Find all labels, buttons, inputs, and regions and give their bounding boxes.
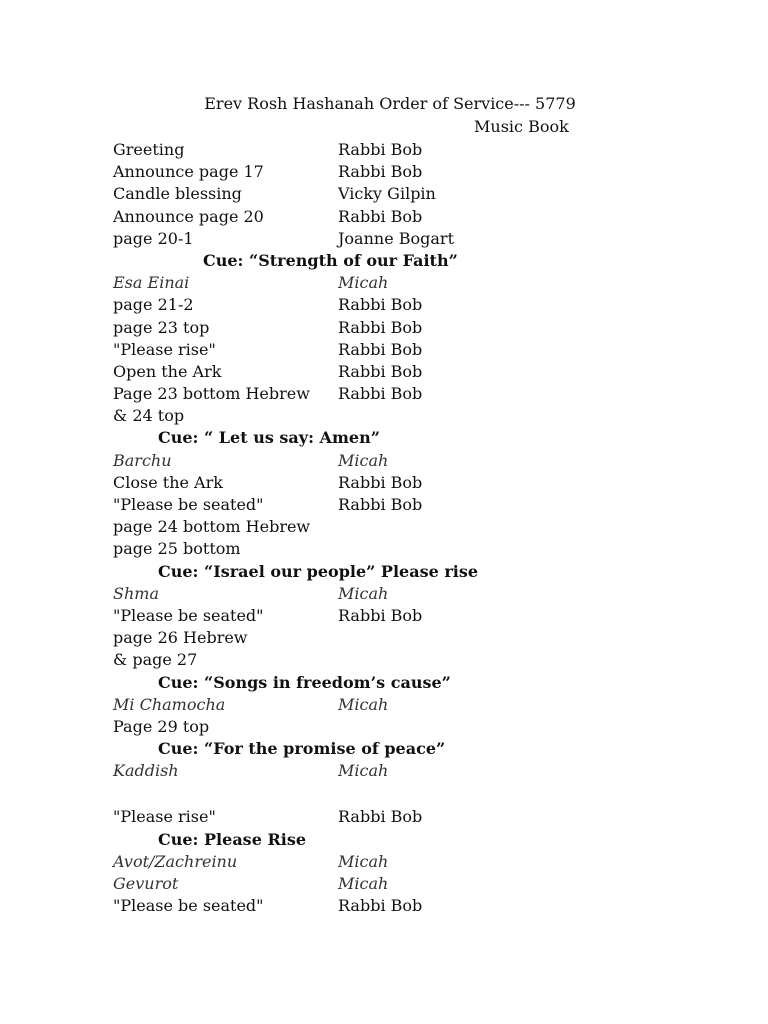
service-item-row [113,895,613,917]
cue-text [158,427,380,449]
service-item-row [113,139,613,161]
cue-phrase: : “For the promise of peace” [192,739,446,759]
item-description: page 21-2 [113,295,194,315]
blank-line [113,782,613,806]
item-description: "Please be seated" [113,495,264,514]
item-leader: Rabbi Bob [338,206,423,226]
item-description: page 23 top [113,317,210,337]
cue-label: Cue [158,739,193,759]
item-leader: Micah [338,694,389,714]
cue-label: Cue [158,428,193,448]
item-leader: Rabbi Bob [338,140,423,159]
item-leader: Joanne Bogart [338,228,454,248]
service-item-row [113,183,613,205]
cue-line [113,561,613,583]
item-leader: Rabbi Bob [338,605,423,625]
page-title: Erev Rosh Hashanah Order of Service--- 5779 [204,94,576,113]
service-item-row [113,294,613,316]
item-leader: Rabbi Bob [338,162,423,182]
item-leader: Rabbi Bob [338,361,423,381]
item-leader: Rabbi Bob [338,495,423,514]
service-item-row [113,317,613,339]
song-title: Barchu [113,450,172,470]
cue-text [158,561,478,583]
service-item-row [113,538,613,560]
cue-phrase: : “ Let us say: Amen” [192,428,380,448]
item-leader: Rabbi Bob [338,295,423,315]
cue-text [158,738,445,760]
item-description: "Please be seated" [113,605,264,625]
song-title: Shma [113,583,159,603]
item-description: "Please rise" [113,807,216,827]
service-item-row [113,627,613,649]
service-item-row [113,361,613,383]
service-item-row [113,605,613,627]
item-leader: Micah [338,450,389,470]
song-row [113,450,613,472]
cue-text [158,829,306,851]
item-description: page 25 bottom [113,539,241,559]
song-row [113,873,613,895]
song-row [113,694,613,716]
cue-line [113,738,613,760]
song-row [113,760,613,782]
item-leader: Micah [338,583,389,603]
item-description: Open the Ark [113,361,222,381]
item-leader: Rabbi Bob [338,896,423,916]
item-description: Page 29 top [113,716,210,736]
service-item-row [113,716,613,738]
item-description: page 26 Hebrew [113,628,248,648]
item-description: Page 23 bottom Hebrew [113,384,310,404]
song-row [113,851,613,873]
song-title: Kaddish [113,761,179,781]
item-leader: Rabbi Bob [338,384,423,404]
cue-line [113,672,613,694]
item-leader: Rabbi Bob [338,472,423,492]
service-item-row [113,161,613,183]
cue-phrase: : “Israel our people” Please rise [192,561,479,581]
item-leader: Micah [338,874,389,893]
item-leader: Rabbi Bob [338,807,423,827]
item-description: "Please rise" [113,339,216,359]
item-leader: Micah [338,761,389,781]
item-description: page 24 bottom Hebrew [113,517,311,537]
item-description: & 24 top [113,406,185,426]
song-title: Gevurot [113,874,179,893]
song-title: Mi Chamocha [113,694,226,714]
cue-label: Cue [158,829,193,849]
item-description: Greeting [113,140,185,159]
item-description: page 20-1 [113,228,194,248]
cue-label: Cue [158,672,193,692]
song-row [113,583,613,605]
service-item-row [113,206,613,228]
service-item-row [113,383,613,405]
item-leader: Micah [338,273,389,293]
service-item-row [113,472,613,494]
service-item-row [113,405,613,427]
item-description: Announce page 20 [113,206,264,226]
item-description: & page 27 [113,650,198,670]
page-subtitle: Music Book [474,117,569,136]
cue-text [203,250,458,272]
cue-phrase: : “Songs in freedom’s cause” [192,672,451,692]
item-description: Close the Ark [113,472,223,492]
cue-label: Cue [158,561,193,581]
service-item-row [113,516,613,538]
item-leader: Micah [338,851,389,871]
cue-line [113,829,613,851]
cue-phrase: : Please Rise [192,829,306,849]
service-item-row [113,228,613,250]
song-row [113,272,613,294]
item-leader: Rabbi Bob [338,339,423,359]
cue-text [158,672,451,694]
item-description: Announce page 17 [113,162,264,182]
song-title: Avot/Zachreinu [113,851,238,871]
item-description: "Please be seated" [113,896,264,916]
service-item-row [113,339,613,361]
order-of-service-list [113,139,613,917]
service-item-row [113,494,613,516]
cue-label: Cue [203,250,238,270]
cue-line [113,427,613,449]
cue-line [113,250,613,272]
service-item-row [113,806,613,828]
cue-phrase: : “Strength of our Faith” [237,250,458,270]
item-description: Candle blessing [113,184,242,204]
item-leader: Vicky Gilpin [338,184,436,204]
song-title: Esa Einai [113,273,190,293]
service-item-row [113,649,613,671]
item-leader: Rabbi Bob [338,317,423,337]
